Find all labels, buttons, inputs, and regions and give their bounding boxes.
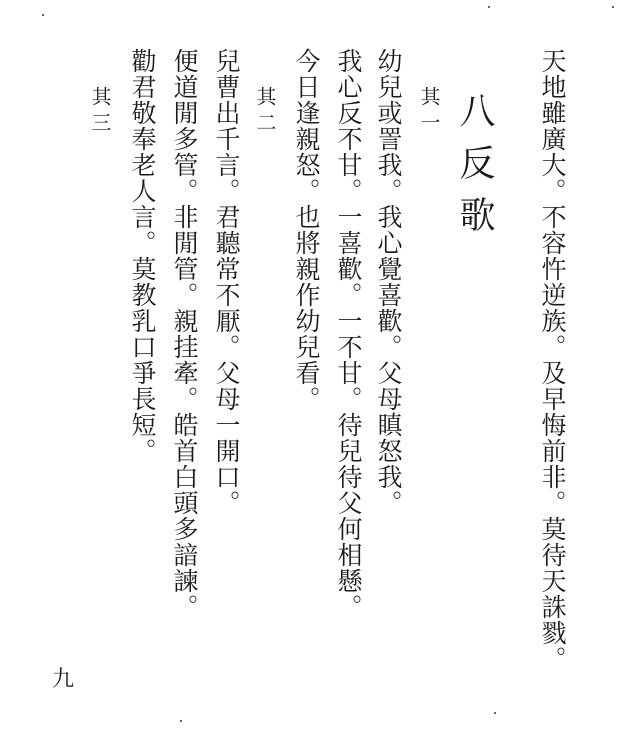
section-label-2: 其二 (253, 86, 277, 138)
intro-line-1: 天地雖廣大。不容忤逆族。及早悔前非。莫待天誅戮。 (538, 48, 567, 672)
section-1-line-1: 幼兒或詈我。我心覺喜歡。父母瞋怒我。 (374, 48, 403, 516)
scan-speck (612, 6, 614, 8)
scan-speck (494, 712, 496, 714)
section-label-3: 其三 (88, 86, 112, 138)
scan-speck (488, 6, 490, 8)
scan-speck (180, 720, 182, 722)
section-2-line-3: 勸君敬奉老人言。莫教乳口爭長短。 (128, 48, 157, 464)
section-label-1: 其一 (417, 86, 441, 138)
poem-title: 八反歌 (454, 92, 495, 248)
page-number: 九 (52, 667, 75, 692)
section-1-line-3: 今日逢親怒。也將親作幼兒看。 (292, 48, 321, 412)
section-2-line-2: 便道閒多管。非閒管。親挂牽。皓首白頭多諳諫。 (170, 48, 199, 620)
scan-speck (42, 14, 44, 16)
section-1-line-2: 我心反不甘。一喜歡。一不甘。待兒待父何相懸。 (334, 48, 363, 620)
section-2-line-1: 兒曹出千言。君聽常不厭。父母一開口。 (212, 48, 241, 516)
